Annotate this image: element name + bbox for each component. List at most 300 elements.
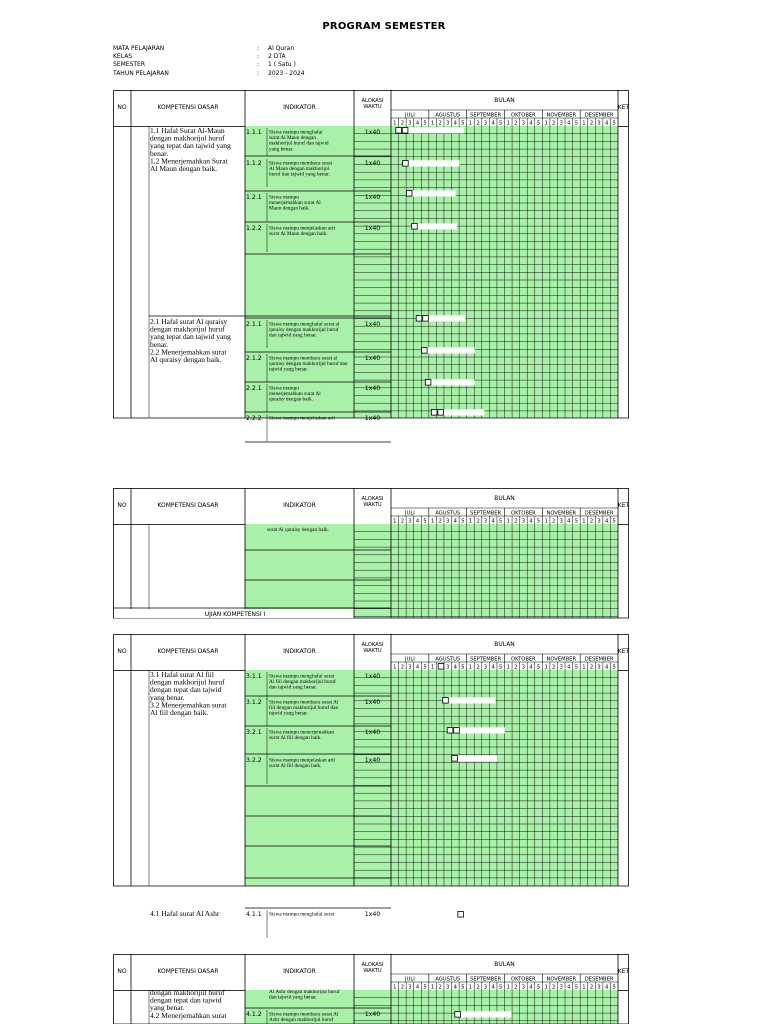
header-week: 1 bbox=[393, 664, 397, 671]
indicator-waktu: 1x40 bbox=[364, 757, 381, 764]
header-week: 4 bbox=[529, 664, 533, 671]
header-waktu: WAKTU bbox=[363, 104, 382, 110]
header-week: 3 bbox=[408, 664, 412, 671]
header-week: 5 bbox=[612, 518, 616, 525]
header-indikator: INDIKATOR bbox=[283, 104, 316, 111]
header-bulan: BULAN bbox=[494, 961, 515, 968]
header-week: 1 bbox=[544, 120, 548, 127]
meta-value: 2 DTA bbox=[268, 53, 286, 61]
schedule-grid-1 bbox=[113, 90, 629, 420]
header-week: 3 bbox=[483, 120, 488, 127]
header-week: 2 bbox=[476, 664, 480, 671]
header-week: 1 bbox=[582, 984, 586, 991]
header-week: 2 bbox=[514, 120, 518, 127]
meta-row-subject bbox=[113, 45, 305, 53]
indicator-text: Siswa mampu bbox=[269, 385, 299, 392]
header-week: 5 bbox=[612, 984, 616, 991]
header-week: 4 bbox=[491, 664, 495, 671]
header-week: 5 bbox=[423, 984, 427, 991]
header-waktu: WAKTU bbox=[363, 648, 382, 654]
header-week: 3 bbox=[521, 120, 526, 127]
header-no: NO bbox=[117, 968, 127, 975]
indicator-text: Al fiil dengan makhorijul huruf bbox=[269, 679, 336, 686]
header-no: NO bbox=[117, 648, 127, 655]
header-week: 1 bbox=[430, 518, 435, 525]
meta-row-year bbox=[113, 70, 305, 78]
header-week: 3 bbox=[483, 984, 488, 991]
kd-text-line: Al quraisy dengan baik. bbox=[150, 355, 222, 364]
header-month: SEPTEMBER bbox=[470, 656, 502, 663]
header-week: 5 bbox=[536, 664, 541, 671]
indicator-text: Siswa mampu membaca surat bbox=[269, 160, 333, 167]
header-week: 5 bbox=[461, 984, 465, 991]
kd-text-line: dengan makhorijul huruf bbox=[150, 988, 225, 997]
header-week: 2 bbox=[400, 984, 405, 991]
header-month: JULI bbox=[405, 510, 415, 517]
indicator-continued-text: dan tajwid yang benar. bbox=[269, 994, 317, 1001]
indicator-code: 3.1.2 bbox=[246, 699, 262, 706]
indicator-text: Siswa mampu bbox=[269, 194, 299, 201]
indicator-text: Siswa mampu membaca surat Al bbox=[269, 699, 339, 706]
header-waktu: WAKTU bbox=[363, 502, 382, 508]
header-week: 3 bbox=[559, 120, 563, 127]
indicator-code: 2.1.2 bbox=[246, 355, 262, 362]
indicator-code: 2.2.1 bbox=[246, 385, 262, 392]
header-indikator: INDIKATOR bbox=[283, 648, 316, 655]
schedule-bar bbox=[458, 911, 507, 917]
header-week: 3 bbox=[597, 664, 601, 671]
header-week: 5 bbox=[574, 984, 579, 991]
meta-value: 2023 - 2024 bbox=[268, 69, 305, 77]
indicator-text: Siswa mampu menjelaskan arti bbox=[269, 225, 336, 232]
indicator-waktu: 1x40 bbox=[364, 699, 381, 706]
header-month: NOVEMBER bbox=[546, 976, 577, 983]
header-week: 3 bbox=[483, 518, 488, 525]
header-kompetensi: KOMPETENSI DASAR bbox=[157, 648, 219, 655]
schedule-checkbox bbox=[402, 128, 408, 134]
header-week: 4 bbox=[453, 664, 457, 671]
schedule-table-1 bbox=[113, 90, 629, 420]
header-week: 4 bbox=[567, 518, 571, 525]
header-week: 2 bbox=[552, 518, 556, 525]
header-week: 2 bbox=[476, 120, 480, 127]
indicator-text: tajwid yang benar. bbox=[269, 366, 308, 373]
indicator-code: 1.1.1 bbox=[246, 129, 262, 136]
kd-text-line: 4.1 Hafal surat Al Ashr bbox=[150, 909, 220, 918]
indicator-waktu: 1x40 bbox=[364, 673, 381, 680]
header-no: NO bbox=[117, 104, 127, 111]
header-week: 4 bbox=[529, 518, 533, 525]
schedule-checkbox bbox=[423, 316, 429, 322]
indicator-waktu: 1x40 bbox=[364, 225, 381, 232]
kd-text-line: 3.1 Hafal surat Al fiil bbox=[150, 670, 214, 679]
indicator-text: Siswa mampu membaca surat al bbox=[269, 355, 338, 362]
header-month: DESEMBER bbox=[584, 656, 614, 663]
header-month: SEPTEMBER bbox=[470, 976, 502, 983]
header-week: 1 bbox=[506, 664, 510, 671]
header-week: 5 bbox=[536, 984, 541, 991]
header-week: 1 bbox=[506, 518, 510, 525]
indicator-waktu: 1x40 bbox=[364, 160, 381, 167]
header-kompetensi: KOMPETENSI DASAR bbox=[157, 502, 219, 509]
indicator-text: fiil dengan makhorijul huruf dan bbox=[269, 705, 339, 712]
header-week: 1 bbox=[430, 664, 435, 671]
schedule-grid-4 bbox=[113, 954, 629, 1024]
schedule-checkbox bbox=[438, 664, 444, 670]
kd-text-line: dengan makhorijul huruf bbox=[150, 677, 225, 687]
header-week: 4 bbox=[453, 518, 457, 525]
header-week: 3 bbox=[597, 120, 601, 127]
kd-text-line: 4.2 Menerjemahkan surat bbox=[150, 1010, 227, 1020]
header-week: 3 bbox=[483, 664, 488, 671]
schedule-bar bbox=[443, 697, 496, 703]
indicator-text: quraisy dengan baik. bbox=[269, 396, 313, 403]
header-week: 5 bbox=[499, 518, 503, 525]
kd-text-line: benar. bbox=[150, 148, 169, 158]
header-week: 2 bbox=[438, 984, 442, 991]
indicator-text: Al Maun dengan makhorijul bbox=[269, 166, 330, 173]
header-month: NOVEMBER bbox=[546, 656, 577, 663]
indicator-text: menerjemahkan surat Al bbox=[269, 391, 321, 398]
indicator-text: Siswa mampu menghafal surat bbox=[269, 673, 335, 680]
header-week: 1 bbox=[544, 664, 548, 671]
header-month: AGUSTUS bbox=[435, 656, 461, 663]
kd-text-line: 1.2 Menerjemahkan Surat bbox=[150, 156, 228, 166]
header-week: 3 bbox=[559, 518, 563, 525]
page-title: PROGRAM SEMESTER bbox=[322, 21, 446, 32]
header-week: 4 bbox=[415, 518, 420, 525]
indicator-waktu: 1x40 bbox=[364, 911, 381, 918]
header-week: 5 bbox=[423, 120, 427, 127]
header-alokasi: ALOKASI bbox=[361, 962, 384, 968]
indicator-text: surat Al Maun dengan baik. bbox=[269, 231, 328, 238]
kd-text-line: dengan makhorijul huruf bbox=[150, 324, 225, 334]
header-bulan: BULAN bbox=[494, 495, 515, 502]
header-week: 1 bbox=[544, 518, 548, 525]
alokasi-column bbox=[354, 524, 391, 618]
header-week: 3 bbox=[446, 120, 450, 127]
header-month: AGUSTUS bbox=[435, 510, 461, 517]
indicator-code: 2.2.2 bbox=[246, 415, 262, 422]
header-week: 1 bbox=[430, 984, 435, 991]
indicator-waktu: 1x40 bbox=[364, 415, 381, 422]
indicator-continued-text: Al Ashr dengan makhorijul huruf bbox=[269, 989, 340, 995]
indicator-text: quraisy dengan makhorijul huruf bbox=[269, 327, 339, 334]
header-alokasi: ALOKASI bbox=[361, 642, 384, 648]
header-month: OKTOBER bbox=[511, 510, 536, 517]
meta-sep: : bbox=[257, 69, 260, 77]
kd-text-line: yang tepat dan tajwid yang bbox=[150, 332, 231, 342]
meta-sep: : bbox=[257, 53, 260, 61]
indicator-text: dan tajwid yang benar. bbox=[269, 332, 317, 339]
header-week: 5 bbox=[536, 518, 541, 525]
schedule-checkbox bbox=[454, 728, 460, 734]
header-week: 5 bbox=[574, 664, 579, 671]
header-month: NOVEMBER bbox=[546, 510, 577, 517]
schedule-bar bbox=[412, 223, 457, 229]
indicator-waktu: 1x40 bbox=[364, 729, 381, 736]
header-ket: KET bbox=[617, 648, 630, 655]
header-kompetensi: KOMPETENSI DASAR bbox=[157, 968, 219, 975]
schedule-checkbox bbox=[431, 410, 437, 416]
header-week: 1 bbox=[468, 518, 473, 525]
schedule-bar bbox=[425, 379, 474, 385]
indicator-text: yang benar. bbox=[269, 146, 294, 153]
header-waktu: WAKTU bbox=[363, 968, 382, 974]
header-week: 1 bbox=[468, 984, 473, 991]
indicator-code: 1.2.1 bbox=[246, 194, 262, 201]
kd-text-line: benar. bbox=[150, 339, 169, 349]
schedule-checkbox bbox=[452, 756, 458, 762]
schedule-table-3 bbox=[113, 634, 630, 918]
header-week: 1 bbox=[582, 664, 586, 671]
header-month: OKTOBER bbox=[511, 656, 536, 663]
header-week: 4 bbox=[567, 120, 571, 127]
indicator-text: surat Al fiil dengan baik. bbox=[269, 735, 322, 742]
header-month: JULI bbox=[405, 112, 415, 119]
header-week: 4 bbox=[491, 518, 495, 525]
header-week: 2 bbox=[589, 120, 594, 127]
header-week: 4 bbox=[415, 664, 420, 671]
schedule-table-4 bbox=[113, 954, 629, 1024]
header-week: 2 bbox=[514, 518, 518, 525]
schedule-checkbox bbox=[416, 316, 422, 322]
indicator-text: menerjemahkan surat Al bbox=[269, 200, 321, 207]
header-month: SEPTEMBER bbox=[470, 112, 502, 119]
header-week: 1 bbox=[430, 120, 435, 127]
header-week: 4 bbox=[415, 984, 420, 991]
meta-row-semester bbox=[113, 61, 305, 69]
header-week: 2 bbox=[552, 984, 556, 991]
header-month: SEPTEMBER bbox=[470, 510, 502, 517]
indicator-code: 1.1.2 bbox=[246, 160, 262, 167]
header-week: 4 bbox=[567, 984, 571, 991]
header-week: 3 bbox=[408, 984, 412, 991]
header-week: 2 bbox=[589, 518, 594, 525]
indicator-text: surat Al Maun dengan bbox=[269, 135, 316, 142]
indicator-text: Siswa mampu menjelaskan arti bbox=[269, 415, 336, 422]
header-week: 5 bbox=[423, 664, 427, 671]
indicator-code: 4.1.1 bbox=[246, 911, 262, 918]
header-week: 1 bbox=[582, 120, 586, 127]
indicator-text: surat Al fiil dengan baik. bbox=[269, 763, 322, 770]
schedule-checkbox bbox=[458, 912, 464, 918]
header-week: 3 bbox=[446, 518, 450, 525]
header-week: 5 bbox=[612, 664, 616, 671]
indicator-waktu: 1x40 bbox=[364, 385, 381, 392]
header-week: 3 bbox=[446, 984, 450, 991]
header-week: 5 bbox=[499, 120, 503, 127]
kd-text-line: Al fiil dengan baik. bbox=[150, 708, 209, 717]
schedule-checkbox bbox=[455, 1012, 461, 1018]
indicator-text: Ashr dengan makhorijul huruf bbox=[269, 1017, 334, 1024]
schedule-checkbox bbox=[447, 728, 453, 734]
header-indikator: INDIKATOR bbox=[283, 502, 316, 509]
header-week: 4 bbox=[491, 120, 495, 127]
header-week: 1 bbox=[393, 120, 397, 127]
header-week: 2 bbox=[400, 664, 405, 671]
header-week: 5 bbox=[461, 518, 465, 525]
indicator-continued-text: surat Al quraisy dengan baik. bbox=[267, 527, 329, 533]
indicator-code: 3.2.1 bbox=[246, 729, 262, 736]
schedule-bar bbox=[403, 160, 460, 166]
header-bulan: BULAN bbox=[494, 641, 515, 648]
header-week: 1 bbox=[468, 664, 473, 671]
kd-text-line: yang tepat dan tajwid yang bbox=[150, 141, 231, 151]
meta-sep: : bbox=[257, 45, 260, 52]
schedule-bar bbox=[422, 347, 475, 353]
schedule-bar bbox=[455, 1011, 512, 1017]
meta-value: 1 ( Satu ) bbox=[268, 61, 296, 69]
header-week: 4 bbox=[604, 984, 609, 991]
header-week: 2 bbox=[476, 984, 480, 991]
schedule-checkbox bbox=[443, 698, 449, 704]
header-week: 4 bbox=[529, 984, 533, 991]
indicator-text: Siswa mampu membaca surat Al bbox=[269, 1011, 339, 1018]
indicator-code: 4.1.2 bbox=[246, 1011, 262, 1018]
kd-text-line: dengan tepat dan tajwid bbox=[150, 685, 222, 695]
meta-label: SEMESTER bbox=[113, 61, 146, 69]
header-week: 1 bbox=[506, 984, 510, 991]
header-month: OKTOBER bbox=[511, 976, 536, 983]
indicator-text: Siswa mampu menerjemahkan bbox=[269, 729, 335, 736]
schedule-checkbox bbox=[403, 161, 409, 167]
header-week: 3 bbox=[521, 664, 526, 671]
kd-text-line: dengan makhorijul huruf bbox=[150, 133, 225, 143]
schedule-checkbox bbox=[422, 348, 428, 354]
header-week: 5 bbox=[461, 120, 465, 127]
document-meta bbox=[113, 45, 305, 78]
indicator-waktu: 1x40 bbox=[364, 194, 381, 201]
kd-text-line: 3.2 Menerjemahkan surat bbox=[150, 700, 227, 710]
kd-text-line: Al Maun dengan baik. bbox=[150, 164, 218, 173]
indicator-code: 1.2.2 bbox=[246, 225, 262, 232]
header-week: 2 bbox=[514, 664, 518, 671]
header-week: 4 bbox=[491, 984, 495, 991]
alokasi-column bbox=[354, 126, 391, 418]
indicator-code: 2.1.1 bbox=[246, 321, 262, 328]
header-week: 2 bbox=[589, 984, 594, 991]
header-month: DESEMBER bbox=[584, 976, 614, 983]
indicator-waktu: 1x40 bbox=[364, 129, 381, 136]
header-week: 5 bbox=[574, 518, 579, 525]
header-week: 2 bbox=[552, 120, 556, 127]
header-week: 2 bbox=[476, 518, 480, 525]
indicator-code: 3.1.1 bbox=[246, 673, 262, 680]
header-week: 5 bbox=[536, 120, 541, 127]
header-indikator: INDIKATOR bbox=[283, 968, 316, 975]
header-week: 3 bbox=[446, 664, 450, 671]
header-week: 1 bbox=[544, 984, 548, 991]
indicator-text: Siswa mampu menjelaskan arti bbox=[269, 757, 336, 764]
header-month: DESEMBER bbox=[584, 510, 614, 517]
schedule-checkbox bbox=[406, 191, 412, 197]
kd-text-line: 2.2 Menerjemahkan surat bbox=[150, 347, 227, 357]
header-week: 1 bbox=[582, 518, 586, 525]
header-ket: KET bbox=[617, 502, 630, 509]
header-week: 5 bbox=[574, 120, 579, 127]
header-week: 2 bbox=[400, 518, 405, 525]
header-week: 3 bbox=[559, 664, 563, 671]
header-week: 4 bbox=[453, 120, 457, 127]
header-week: 3 bbox=[597, 518, 601, 525]
schedule-checkbox bbox=[412, 224, 418, 230]
kd-text-line: 1.1 Hafal Surat Al-Maun bbox=[150, 126, 225, 135]
header-week: 3 bbox=[559, 984, 563, 991]
header-bulan: BULAN bbox=[494, 97, 515, 104]
meta-sep: : bbox=[257, 61, 260, 69]
meta-value: Al Quran bbox=[268, 45, 295, 52]
header-alokasi: ALOKASI bbox=[361, 98, 384, 104]
header-week: 2 bbox=[438, 120, 442, 127]
indicator-text: Maun dengan baik. bbox=[269, 205, 310, 212]
kd-text-line: 2.1 Hafal surat Al quraisy bbox=[150, 317, 228, 326]
schedule-bar bbox=[406, 190, 455, 196]
header-week: 3 bbox=[521, 984, 526, 991]
indicator-text: huruf dan tajwid yang benar. bbox=[269, 171, 330, 178]
header-week: 3 bbox=[408, 120, 412, 127]
meta-row-class bbox=[113, 53, 305, 61]
header-week: 4 bbox=[604, 518, 609, 525]
header-month: NOVEMBER bbox=[546, 112, 577, 119]
meta-label: TAHUN PELAJARAN bbox=[113, 69, 169, 77]
indicator-text: Siswa mampu menghafal surat al bbox=[269, 321, 340, 328]
header-kompetensi: KOMPETENSI DASAR bbox=[157, 104, 219, 111]
meta-label: MATA PELAJARAN bbox=[113, 45, 165, 52]
header-week: 3 bbox=[408, 518, 412, 525]
indicator-text: dan tajwid yang benar. bbox=[269, 684, 317, 691]
header-week: 4 bbox=[567, 664, 571, 671]
header-week: 5 bbox=[461, 664, 465, 671]
indicator-code: 3.2.2 bbox=[246, 757, 262, 764]
header-week: 4 bbox=[453, 984, 457, 991]
indicator-waktu: 1x40 bbox=[364, 1011, 381, 1018]
header-ket: KET bbox=[617, 104, 630, 111]
header-week: 4 bbox=[604, 664, 609, 671]
indicator-waktu: 1x40 bbox=[364, 355, 381, 362]
header-month: AGUSTUS bbox=[435, 112, 461, 119]
schedule-checkbox bbox=[425, 380, 431, 386]
alokasi-column bbox=[354, 990, 391, 1024]
header-month: JULI bbox=[405, 976, 415, 983]
header-ket: KET bbox=[617, 968, 630, 975]
header-month: AGUSTUS bbox=[435, 976, 461, 983]
indicator-waktu: 1x40 bbox=[364, 321, 381, 328]
schedule-table-2 bbox=[113, 488, 629, 620]
schedule-grid-3 bbox=[113, 634, 630, 918]
header-week: 2 bbox=[589, 664, 594, 671]
schedule-bar bbox=[452, 755, 497, 761]
header-week: 5 bbox=[499, 984, 503, 991]
kd-text-line: yang benar. bbox=[150, 1003, 185, 1013]
header-week: 4 bbox=[529, 120, 533, 127]
indicator-text: Siswa mampu menghafal surat bbox=[269, 911, 335, 918]
indicator-text: tajwid yang benar. bbox=[269, 710, 308, 717]
schedule-checkbox bbox=[438, 410, 444, 416]
header-month: OKTOBER bbox=[511, 112, 536, 119]
ujian-label: UJIAN KOMPETENSI I bbox=[204, 611, 266, 618]
header-week: 5 bbox=[499, 664, 503, 671]
header-week: 1 bbox=[506, 120, 510, 127]
schedule-grid-2 bbox=[113, 488, 629, 620]
header-alokasi: ALOKASI bbox=[361, 496, 384, 502]
header-week: 2 bbox=[438, 518, 442, 525]
header-week: 2 bbox=[514, 984, 518, 991]
indicator-text: Siswa mampu menghafal bbox=[269, 129, 323, 136]
kd-text-line: yang benar. bbox=[150, 692, 185, 702]
header-week: 1 bbox=[393, 518, 397, 525]
meta-label: KELAS bbox=[113, 53, 133, 61]
